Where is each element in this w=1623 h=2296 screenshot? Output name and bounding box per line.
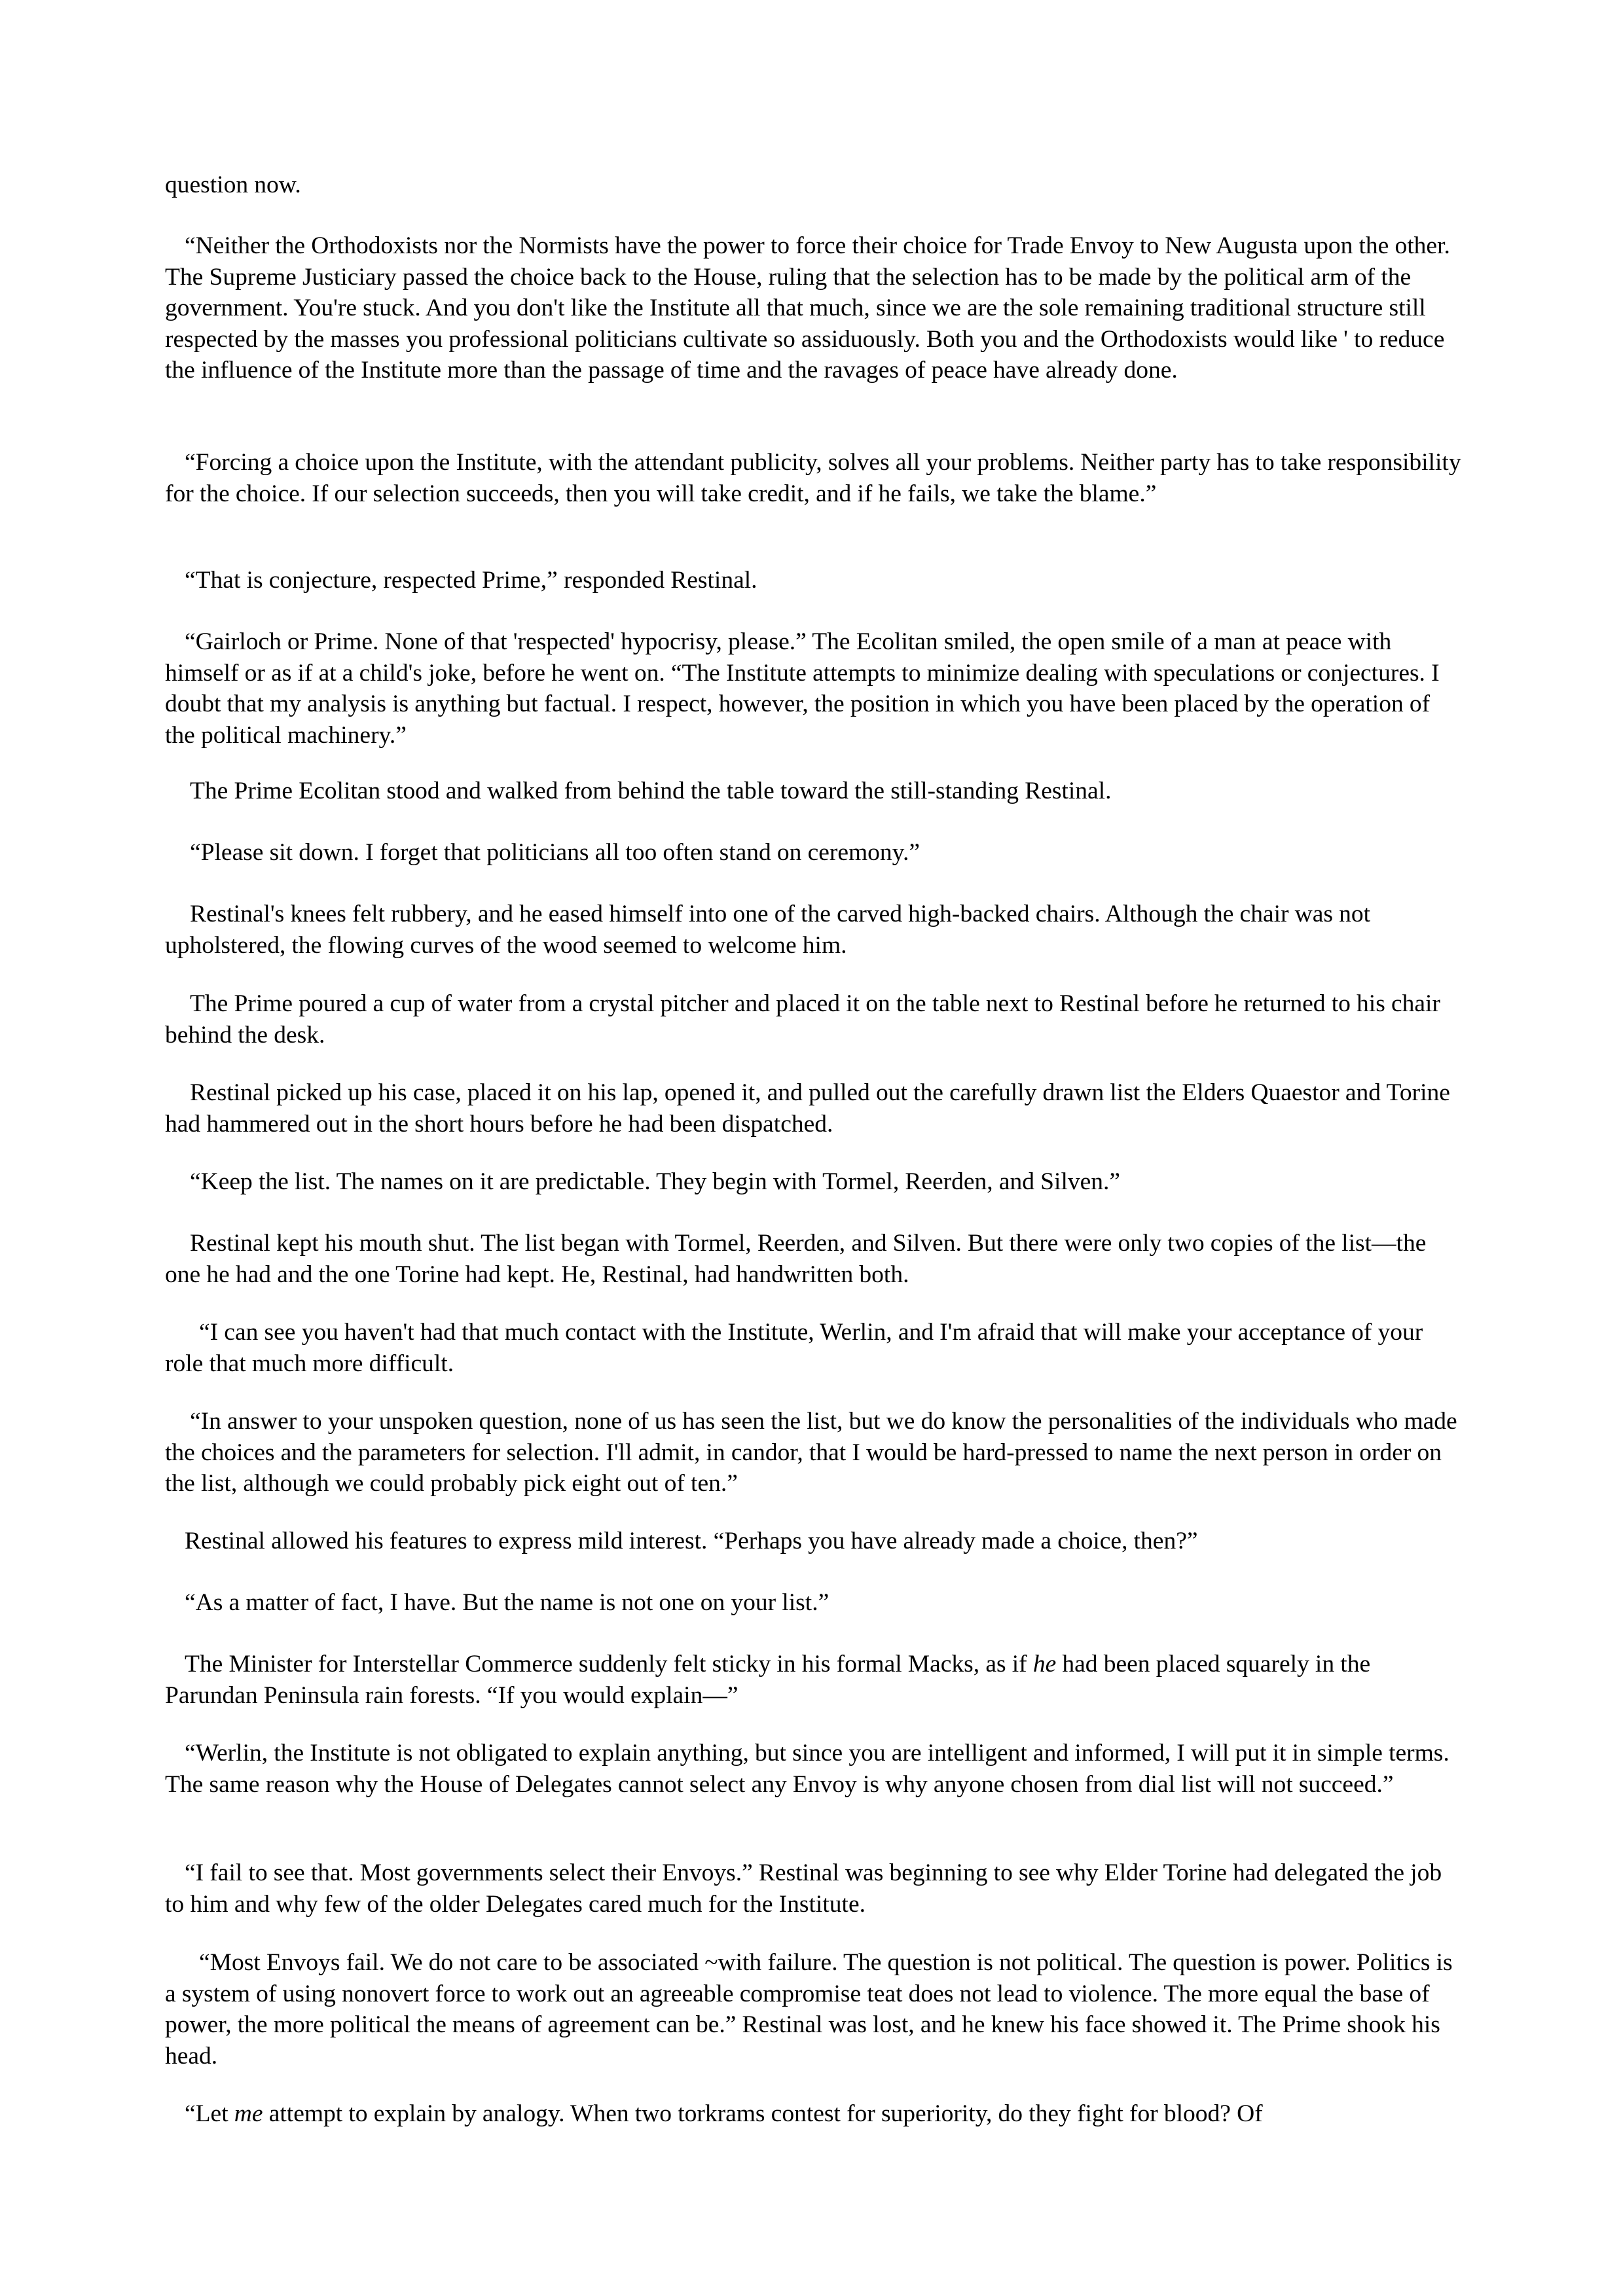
paragraph-18: “Werlin, the Institute is not obligated to explain anything, but since you are intelligent and informed, I will put it in simple terms. The same reason why the House of Delegates cannot select any Envoy is why anyone chosen from dial list will not succeed.” bbox=[165, 1740, 1450, 1798]
paragraph-3: “Forcing a choice upon the Institute, with the attendant publicity, solves all your problems. Neither party has to take responsibility for the choice. If our selection succeeds, then you will take credit, and if he fails, we take the blame.” bbox=[165, 449, 1461, 507]
paragraph-13: “I can see you haven't had that much contact with the Institute, Werlin, and I'm afraid that will make your acceptance of your role that much more difficult. bbox=[165, 1319, 1423, 1377]
paragraph-17-italic: he bbox=[1032, 1651, 1057, 1677]
paragraph-2: “Neither the Orthodoxists nor the Normists have the power to force their choice for Trade Envoy to New Augusta upon the other. The Supreme Justiciary passed the choice back to the House, ruling that the selection has to be made by the political arm of the government. You're stuck. And you don't like the Institute all that much, since we are the sole remaining traditional structure still respected by the masses you professional politicians cultivate so assiduously. Both you and the Orthodoxists would like ' to reduce the influence of the Institute more than the passage of time and the ravages of peace have already done. bbox=[165, 232, 1450, 384]
paragraph-10: Restinal picked up his case, placed it on his lap, opened it, and pulled out the carefully drawn list the Elders Quaestor and Torine had hammered out in the short hours before he had been dispatched. bbox=[165, 1079, 1450, 1138]
paragraph-21 bbox=[165, 2098, 1461, 2130]
paragraph-4: “That is conjecture, respected Prime,” responded Restinal. bbox=[185, 567, 757, 594]
paragraph-20: “Most Envoys fail. We do not care to be associated ~with failure. The question is not political. The question is power. Politics is a system of using nonovert force to work out an agreeable compromise teat does not lead to violence. The more equal the base of power, the more political the means of agreement can be.” Restinal was lost, and he knew his face showed it. The Prime shook his head. bbox=[165, 1949, 1453, 2070]
paragraph-12: Restinal kept his mouth shut. The list began with Tormel, Reerden, and Silven. But there were only two copies of the list—the one he had and the one Torine had kept. He, Restinal, had handwritten both. bbox=[165, 1230, 1427, 1288]
paragraph-16: “As a matter of fact, I have. But the name is not one on your list.” bbox=[185, 1589, 830, 1616]
paragraph-19: “I fail to see that. Most governments select their Envoys.” Restinal was beginning to see why Elder Torine had delegated the job to him and why few of the older Delegates cared much for the Institute. bbox=[165, 1859, 1442, 1918]
paragraph-8: Restinal's knees felt rubbery, and he eased himself into one of the carved high-backed chairs. Although the chair was not upholstered, the flowing curves of the wood seemed to welcome him. bbox=[165, 901, 1371, 959]
paragraph-21-before: “Let bbox=[185, 2100, 234, 2127]
paragraph-17 bbox=[165, 1649, 1461, 1711]
paragraph-21-after: attempt to explain by analogy. When two torkrams contest for superiority, do they fight for blood? Of bbox=[263, 2100, 1263, 2127]
paragraph-17-before: The Minister for Interstellar Commerce suddenly felt sticky in his formal Macks, as if bbox=[185, 1651, 1033, 1677]
paragraph-9: The Prime poured a cup of water from a crystal pitcher and placed it on the table next to Restinal before he returned to his chair behind the desk. bbox=[165, 990, 1440, 1049]
paragraph-6: The Prime Ecolitan stood and walked from behind the table toward the still-standing Restinal. bbox=[190, 778, 1112, 804]
paragraph-11: “Keep the list. The names on it are predictable. They begin with Tormel, Reerden, and Silven.” bbox=[190, 1168, 1121, 1195]
paragraph-14: “In answer to your unspoken question, none of us has seen the list, but we do know the personalities of the individuals who made the choices and the parameters for selection. I'll admit, in candor, that I would be hard-pressed to name the next person in order on the list, although we could probably pick eight out of ten.” bbox=[165, 1408, 1457, 1497]
paragraph-1: question now. bbox=[165, 171, 301, 198]
paragraph-17-after: had been placed squarely in the Parundan Peninsula rain forests. “If you would explain—” bbox=[165, 1651, 1371, 1709]
paragraph-15: Restinal allowed his features to express mild interest. “Perhaps you have already made a choice, then?” bbox=[185, 1528, 1198, 1554]
paragraph-7: “Please sit down. I forget that politicians all too often stand on ceremony.” bbox=[190, 839, 921, 866]
paragraph-21-italic: me bbox=[234, 2100, 263, 2127]
paragraph-5: “Gairloch or Prime. None of that 'respected' hypocrisy, please.” The Ecolitan smiled, the open smile of a man at peace with himself or as if at a child's joke, before he went on. “The Institute attempts to minimize dealing with speculations or conjectures. I doubt that my analysis is anything but factual. I respect, however, the position in which you have been placed by the operation of the political machinery.” bbox=[165, 628, 1440, 749]
